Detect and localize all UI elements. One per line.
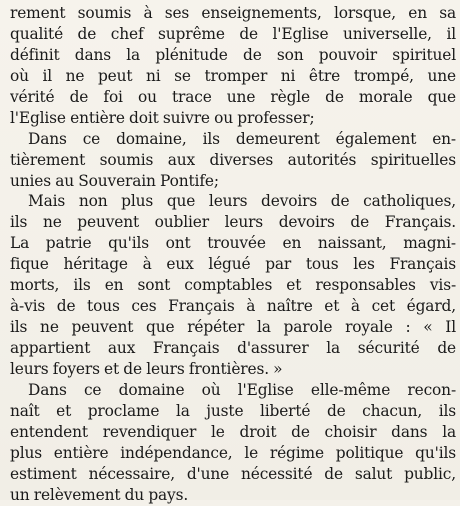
text-line: La patrie qu'ils ont trouvée en naissant, magni- bbox=[10, 234, 456, 253]
text-line: ils ne peuvent que répéter la parole royale : « Il bbox=[10, 318, 456, 337]
text-line: morts, ils en sont comptables et responsables vis- bbox=[10, 276, 456, 295]
text-line: fique héritage à eux légué par tous les Français bbox=[10, 255, 456, 274]
text-line: qualité de chef suprême de l'Eglise universelle, il bbox=[10, 24, 456, 43]
text-line: Dans ce domaine où l'Eglise elle-même recon- bbox=[28, 380, 456, 399]
text-line: Dans ce domaine, ils demeurent également en- bbox=[28, 129, 456, 148]
text-line: un relèvement du pays. bbox=[10, 485, 189, 504]
text-line: appartient aux Français d'assurer la sécurité de bbox=[10, 339, 456, 357]
text-line: où il ne peut ni se tromper ni être trompé, une bbox=[10, 66, 456, 85]
text-line: tièrement soumis aux diverses autorités spirituelles bbox=[10, 150, 456, 169]
text-line: à-vis de tous ces Français à naître et à cet égard, bbox=[10, 297, 456, 316]
text-line: l'Eglise entière doit suivre ou professer; bbox=[10, 108, 315, 127]
text-line: naît et proclame la juste liberté de chacun, ils bbox=[10, 401, 456, 420]
text-line: ils ne peuvent oublier leurs devoirs de Français. bbox=[10, 213, 456, 232]
text-line: vérité de foi ou trace une règle de morale que bbox=[10, 87, 456, 106]
text-line: leurs foyers et de leurs frontières. » bbox=[10, 359, 283, 378]
text-line: plus entière indépendance, le régime politique qu'ils bbox=[10, 443, 456, 462]
text-line: rement soumis à ses enseignements, lorsque, en sa bbox=[10, 4, 456, 22]
text-line: estiment nécessaire, d'une nécessité de salut public, bbox=[10, 464, 456, 483]
text-line: Mais non plus que leurs devoirs de catholiques, bbox=[28, 192, 456, 211]
text-line: définit dans la plénitude de son pouvoir spirituel bbox=[10, 45, 456, 64]
text-line: unies au Souverain Pontife; bbox=[10, 171, 219, 190]
text-line: entendent revendiquer le droit de choisir dans la bbox=[10, 422, 456, 441]
